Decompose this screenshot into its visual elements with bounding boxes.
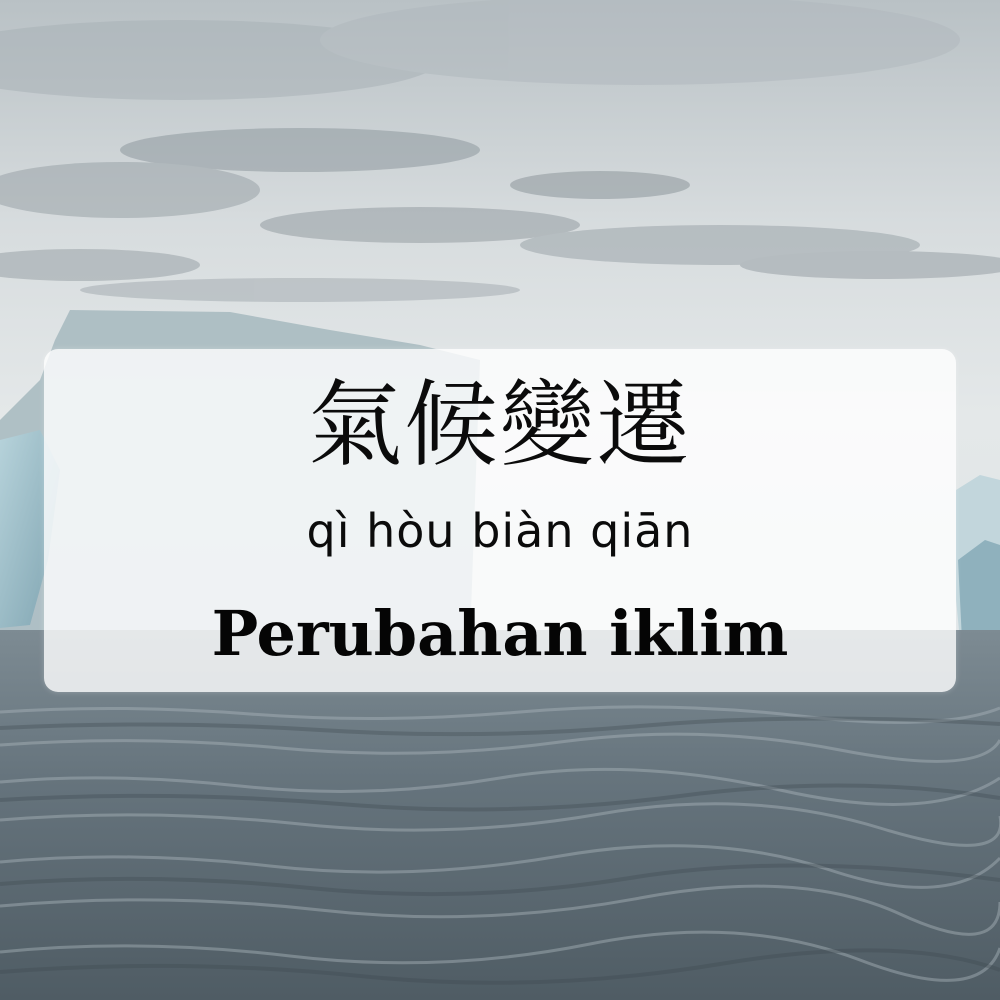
translation-text: Perubahan iklim bbox=[211, 597, 789, 670]
chinese-characters: 氣候變遷 bbox=[307, 371, 692, 480]
vocabulary-card bbox=[44, 349, 956, 692]
pinyin-text: qì hòu biàn qiān bbox=[306, 504, 694, 558]
